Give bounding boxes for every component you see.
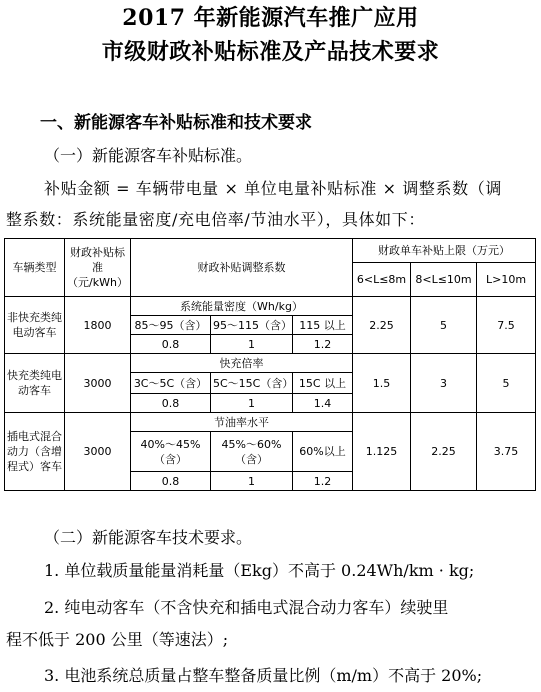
header-vehicle-type: 车辆类型 — [5, 239, 65, 297]
cell-cap: 1.125 — [353, 413, 411, 491]
header-coef: 财政补贴调整系数 — [131, 239, 353, 297]
cell-coef: 1.2 — [293, 335, 353, 354]
cell-vehicle-type: 非快充类纯电动客车 — [5, 297, 65, 354]
cell-range: 95～115（含） — [211, 316, 293, 335]
cell-range: 60%以上 — [293, 432, 353, 472]
cell-standard: 3000 — [65, 354, 131, 413]
cell-cap: 5 — [477, 354, 536, 413]
document-title-line1: 2017 年新能源汽车推广应用 — [122, 5, 419, 31]
cell-standard: 1800 — [65, 297, 131, 354]
cell-cap: 2.25 — [411, 413, 477, 491]
sub-heading-standard: （一）新能源客车补贴标准。 — [44, 146, 253, 165]
cell-coef: 0.8 — [131, 335, 211, 354]
header-cap: 财政单车补贴上限（万元） — [353, 239, 536, 263]
document-title-line2: 市级财政补贴标准及产品技术要求 — [101, 39, 440, 65]
cell-coef: 1 — [211, 394, 293, 413]
cell-param: 系统能量密度（Wh/kg） — [131, 297, 353, 316]
cell-range: 3C～5C（含） — [131, 373, 211, 394]
cell-coef: 1.2 — [293, 472, 353, 491]
paragraph-line: 整系数：系统能量密度/充电倍率/节油水平），具体如下： — [6, 210, 425, 229]
requirement-2-line2: 程不低于 200 公里（等速法）; — [6, 630, 229, 649]
section-heading: 一、新能源客车补贴标准和技术要求 — [40, 113, 312, 133]
cell-coef: 0.8 — [131, 394, 211, 413]
header-cap-col: 8<L≤10m — [411, 263, 477, 297]
cell-cap: 5 — [411, 297, 477, 354]
cell-cap: 3 — [411, 354, 477, 413]
cell-range: 40%～45%（含） — [131, 432, 211, 472]
sub-heading-tech: （二）新能源客车技术要求。 — [44, 528, 253, 547]
cell-vehicle-type: 快充类纯电动客车 — [5, 354, 65, 413]
requirement-1: 1. 单位载质量能量消耗量（Ekg）不高于 0.24Wh/km · kg; — [44, 561, 475, 580]
cell-cap: 3.75 — [477, 413, 536, 491]
cell-range: 15C 以上 — [293, 373, 353, 394]
requirement-2-line1: 2. 纯电动客车（不含快充和插电式混合动力客车）续驶里 — [44, 598, 449, 617]
cell-range: 85～95（含） — [131, 316, 211, 335]
cell-standard: 3000 — [65, 413, 131, 491]
header-cap-col: L>10m — [477, 263, 536, 297]
cell-coef: 1.4 — [293, 394, 353, 413]
cell-range: 45%～60%（含） — [211, 432, 293, 472]
cell-param: 快充倍率 — [131, 354, 353, 373]
cell-cap: 7.5 — [477, 297, 536, 354]
header-cap-col: 6<L≤8m — [353, 263, 411, 297]
cell-range: 5C～15C（含） — [211, 373, 293, 394]
requirement-3: 3. 电池系统总质量占整车整备质量比例（m/m）不高于 20%; — [44, 666, 483, 685]
cell-range: 115 以上 — [293, 316, 353, 335]
cell-coef: 1 — [211, 472, 293, 491]
header-standard: 财政补贴标准（元/kWh） — [65, 239, 131, 297]
cell-vehicle-type: 插电式混合动力（含增程式）客车 — [5, 413, 65, 491]
cell-cap: 2.25 — [353, 297, 411, 354]
paragraph-line: 补贴金额 = 车辆带电量 × 单位电量补贴标准 × 调整系数（调 — [44, 179, 502, 198]
subsidy-table — [4, 238, 536, 491]
cell-coef: 0.8 — [131, 472, 211, 491]
cell-param: 节油率水平 — [131, 413, 353, 432]
cell-cap: 1.5 — [353, 354, 411, 413]
cell-coef: 1 — [211, 335, 293, 354]
